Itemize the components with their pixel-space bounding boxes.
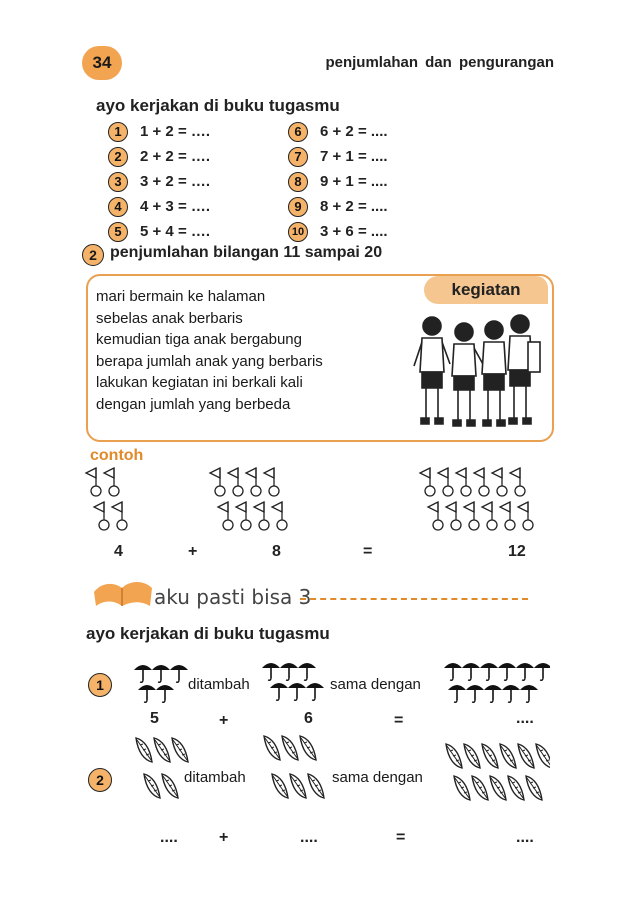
task-1-number: 1: [88, 673, 112, 697]
activity-line: berapa jumlah anak yang berbaris: [96, 352, 323, 370]
example-label: contoh: [90, 447, 144, 464]
flag-group-result: [420, 468, 533, 530]
activity-line: lakukan kegiatan ini berkali kali: [96, 374, 303, 391]
leaf-group-result: [446, 744, 550, 800]
activity-badge: kegiatan: [424, 276, 548, 304]
leaf-group-a: [136, 738, 188, 798]
flag-groups: [84, 466, 554, 532]
section-title: penjumlahan bilangan 11 sampai 20: [110, 244, 383, 261]
page-number: 34: [82, 46, 122, 80]
exercise-5: 5 5 + 4 = ….: [108, 222, 210, 242]
flag-group-a: [86, 468, 127, 530]
activity-line: dengan jumlah yang berbeda: [96, 395, 291, 413]
children-illustration: [408, 306, 542, 434]
task-2-added-word: ditambah: [184, 769, 246, 786]
activity-line: sebelas anak berbaris: [96, 309, 243, 327]
example-result: 12: [508, 543, 526, 560]
task-2-result: ....: [516, 829, 534, 846]
exercise-2: 2 2 + 2 = ….: [108, 147, 210, 167]
book-icon: [92, 574, 154, 610]
exercise-10: 10 3 + 6 = ....: [288, 222, 388, 242]
task-1-same-word: sama dengan: [330, 676, 421, 693]
instruction-heading-2: ayo kerjakan di buku tugasmu: [86, 624, 330, 643]
task-2-a: ....: [160, 829, 178, 846]
leaf-group-b: [264, 736, 324, 798]
example-equals: =: [363, 543, 373, 560]
exercise-1: 1 1 + 2 = ….: [108, 122, 210, 142]
section-number: 2: [82, 244, 104, 266]
flag-group-b: [210, 468, 287, 530]
task-2-plus: +: [219, 829, 229, 846]
running-title: penjumlahan dan pengurangan: [325, 54, 554, 71]
banner-dash-line: [300, 598, 528, 600]
task-1-a: 5: [150, 710, 159, 727]
umbrella-group-b: [262, 663, 324, 700]
task-1-b: 6: [304, 710, 313, 727]
task-1-equals: =: [394, 712, 404, 729]
exercise-6: 6 6 + 2 = ....: [288, 122, 388, 142]
exercise-9: 9 8 + 2 = ....: [288, 197, 388, 217]
activity-line: kemudian tiga anak bergabung: [96, 331, 302, 348]
task-1-result: ....: [516, 710, 534, 727]
exercise-4: 4 4 + 3 = ….: [108, 197, 210, 217]
task-2-b: ....: [300, 829, 318, 846]
instruction-heading: ayo kerjakan di buku tugasmu: [96, 96, 340, 115]
banner-title: aku pasti bisa 3: [154, 585, 312, 609]
task-2-number: 2: [88, 768, 112, 792]
exercise-8: 8 9 + 1 = ....: [288, 172, 388, 192]
umbrella-group-a: [134, 665, 188, 702]
task-2-equals: =: [396, 829, 406, 846]
activity-line: mari bermain ke halaman: [96, 288, 266, 305]
task-1-added-word: ditambah: [188, 676, 250, 693]
activity-text: [96, 286, 323, 415]
umbrella-group-result: [444, 663, 550, 702]
example-plus: +: [188, 543, 198, 560]
exercise-7: 7 7 + 1 = ....: [288, 147, 388, 167]
task-2-same-word: sama dengan: [332, 769, 423, 786]
exercise-3: 3 3 + 2 = ….: [108, 172, 210, 192]
example-a: 4: [114, 543, 123, 560]
task-1-plus: +: [219, 712, 229, 729]
example-b: 8: [272, 543, 281, 560]
